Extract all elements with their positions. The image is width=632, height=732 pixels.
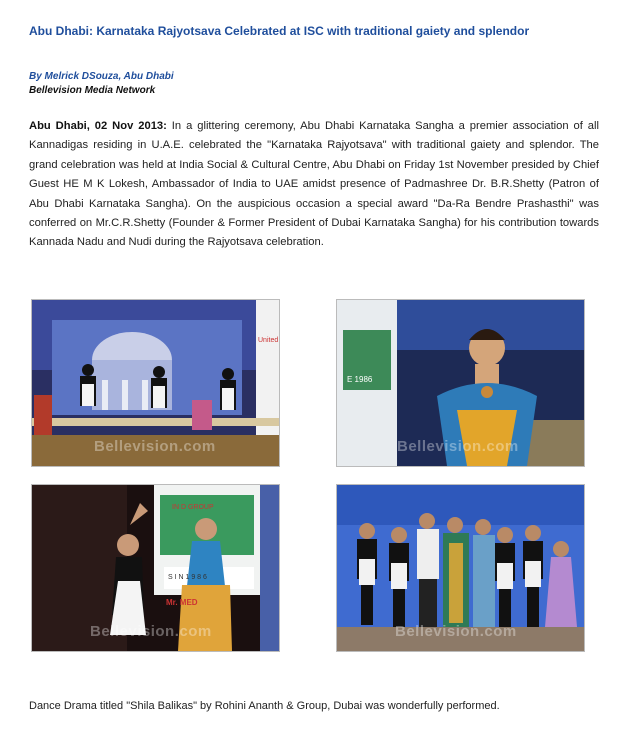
photo3-banner-top: IN D GROUP xyxy=(172,504,214,511)
photo4-watermark: Bellevision.com xyxy=(395,623,517,640)
photo2-banner-text: E 1986 xyxy=(347,375,373,384)
photo1-banner-text: United xyxy=(258,337,279,344)
photo3-banner-mid: S I N 1 9 8 6 xyxy=(168,574,207,581)
article-body xyxy=(29,117,599,253)
photo-stage-dancers xyxy=(31,299,280,467)
article-title: Abu Dhabi: Karnataka Rajyotsava Celebrated at ISC with traditional gaiety and splendor xyxy=(29,24,530,38)
body-paragraph: In a glittering ceremony, Abu Dhabi Karnataka Sangha a premier association of all Kannadigas residing in U.A.E. celebrated the "Karnataka Rajyotsava" with traditional gaiety and splendor. The grand celebration was held at India Social & Cultural Centre, Abu Dhabi on Friday 1st November presided by Chief Guest HE M K Lokesh, Ambassador of India to UAE amidst presence of Padmashree Dr. B.R.Shetty (Patron of Abu Dhabi Karnataka Sangha). On the auspicious occasion a special award "Da-Ra Bendre Prashasthi" was conferred on Mr.C.R.Shetty (Founder & Former President of Dubai Karnataka Sangha) for his contribution towards Kannada Nadu and Nudi during the Rajyotsava celebration. xyxy=(29,120,599,249)
photo-group-performers xyxy=(336,484,585,652)
byline: By Melrick DSouza, Abu Dhabi xyxy=(29,71,174,82)
photo-classical-dancer xyxy=(336,299,585,467)
media-network: Bellevision Media Network xyxy=(29,85,156,96)
photo-two-dancers xyxy=(31,484,280,652)
photo1-watermark: Bellevision.com xyxy=(94,438,216,455)
photo2-watermark: Bellevision.com xyxy=(397,438,519,455)
photo3-banner-bottom: Mr. MED xyxy=(166,598,198,607)
photo-caption: Dance Drama titled "Shila Balikas" by Rohini Ananth & Group, Dubai was wonderfully performed. xyxy=(29,700,500,712)
dateline: Abu Dhabi, 02 Nov 2013: xyxy=(29,120,167,132)
photo3-watermark: Bellevision.com xyxy=(90,623,212,640)
